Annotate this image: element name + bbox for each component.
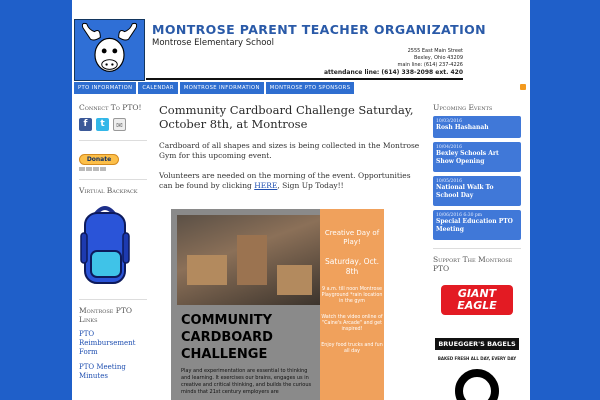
sidebar-divider: [79, 179, 147, 180]
sidebar-divider: [79, 140, 147, 141]
flyer-time: 9 a.m. till noon Montrose Playground *rain location in the gym: [321, 287, 383, 304]
backpack-icon[interactable]: [79, 203, 131, 291]
nav-montrose-pto-sponsors[interactable]: MONTROSE PTO SPONSORS: [266, 82, 355, 94]
event-name: Rosh Hashanah: [436, 124, 489, 131]
event-date: 10/03/2016: [436, 119, 462, 124]
social-links: [79, 118, 147, 132]
post-paragraph-2: [159, 171, 421, 191]
flyer-title: COMMUNITY CARDBOARD CHALLENGE: [181, 313, 273, 362]
sponsor-circle-logo[interactable]: [455, 369, 499, 400]
flyer-creative: Creative Day of Play!: [324, 229, 380, 246]
school-name: Montrose Elementary School: [152, 38, 274, 48]
event-name: Special Education PTO Meeting: [436, 218, 513, 233]
flyer-date: Saturday, Oct. 8th: [325, 257, 379, 276]
sidebar-divider: [79, 299, 147, 300]
facebook-icon[interactable]: f: [79, 118, 92, 131]
header-divider: [146, 78, 463, 80]
flyer-body: Play and experimentation are essential to thinking and learning. It exercises our brains, engages us in creative and critical thinking, and builds the curious minds that 21st century employers are: [181, 368, 312, 395]
backpack-title: Virtual Backpack: [79, 186, 138, 195]
events-title: Upcoming Events: [433, 103, 493, 112]
email-icon[interactable]: ✉: [113, 118, 126, 131]
brueggers-logo[interactable]: [433, 331, 521, 361]
moose-icon: [75, 20, 144, 80]
para2-text-before: Volunteers are needed on the morning of the event. Opportunities can be found by clicking: [159, 171, 411, 190]
event-item[interactable]: [433, 210, 521, 240]
twitter-icon[interactable]: t: [96, 118, 109, 131]
brueggers-name: BRUEGGER'S BAGELS: [435, 338, 518, 350]
nav-montrose-information[interactable]: MONTROSE INFORMATION: [180, 82, 264, 94]
nav-pto-information[interactable]: PTO INFORMATION: [74, 82, 136, 94]
post-paragraph-1: Cardboard of all shapes and sizes is being collected in the Montrose Gym for this upcoming event.: [159, 141, 420, 160]
rss-icon[interactable]: [520, 84, 526, 90]
giant-eagle-logo[interactable]: GIANT EAGLE: [441, 285, 513, 315]
flyer-food: Enjoy food trucks and fun all day: [321, 343, 383, 354]
event-flyer-image: [171, 209, 384, 400]
main-content: [159, 103, 421, 395]
event-name: Bexley Schools Art Show Opening: [436, 150, 499, 165]
address-city: Bexley, Ohio 43209: [413, 55, 463, 61]
left-sidebar: [79, 103, 147, 381]
link-pto-reimbursement-form[interactable]: PTO Reimbursement Form: [79, 330, 136, 356]
event-name: National Walk To School Day: [436, 184, 494, 199]
main-phone: main line: (614) 237-4226: [397, 62, 463, 68]
event-item[interactable]: [433, 176, 521, 206]
attendance-phone: attendance line: (614) 338-2098 ext. 420: [324, 69, 463, 76]
site-header: [74, 19, 487, 81]
flyer-watch: Watch the video online of "Caine's Arcade" and get inspired!: [321, 315, 383, 332]
right-sidebar: [433, 103, 521, 400]
event-date: 10/04/2016: [436, 145, 462, 150]
address-street: 2555 East Main Street: [407, 48, 463, 54]
signup-link[interactable]: HERE: [254, 181, 278, 190]
event-item[interactable]: [433, 142, 521, 172]
moose-logo[interactable]: [74, 19, 145, 81]
connect-title: Connect To PTO!: [79, 103, 142, 112]
links-title: Montrose PTO Links: [79, 306, 133, 324]
event-item[interactable]: [433, 116, 521, 138]
flyer-info-panel: [320, 209, 384, 400]
para2-text-after: , Sign Up Today!!: [277, 181, 344, 190]
post-title[interactable]: Community Cardboard Challenge Saturday, October 8th, at Montrose: [159, 103, 414, 131]
org-title: MONTROSE PARENT TEACHER ORGANIZATION: [152, 22, 487, 37]
payment-cards-icon: [79, 167, 147, 171]
event-date: 10/06/2016 6:30 pm: [436, 213, 483, 218]
link-pto-meeting-minutes[interactable]: PTO Meeting Minutes: [79, 363, 126, 380]
main-nav: [74, 82, 356, 94]
sidebar-divider: [433, 248, 521, 249]
brueggers-tagline: BAKED FRESH ALL DAY, EVERY DAY: [437, 356, 517, 361]
flyer-photo: [177, 215, 320, 305]
nav-calendar[interactable]: CALENDAR: [138, 82, 177, 94]
page-container: [72, 0, 530, 400]
donate-button[interactable]: Donate: [79, 154, 119, 165]
sponsors-title: Support The Montrose PTO: [433, 255, 513, 273]
event-date: 10/05/2016: [436, 179, 462, 184]
